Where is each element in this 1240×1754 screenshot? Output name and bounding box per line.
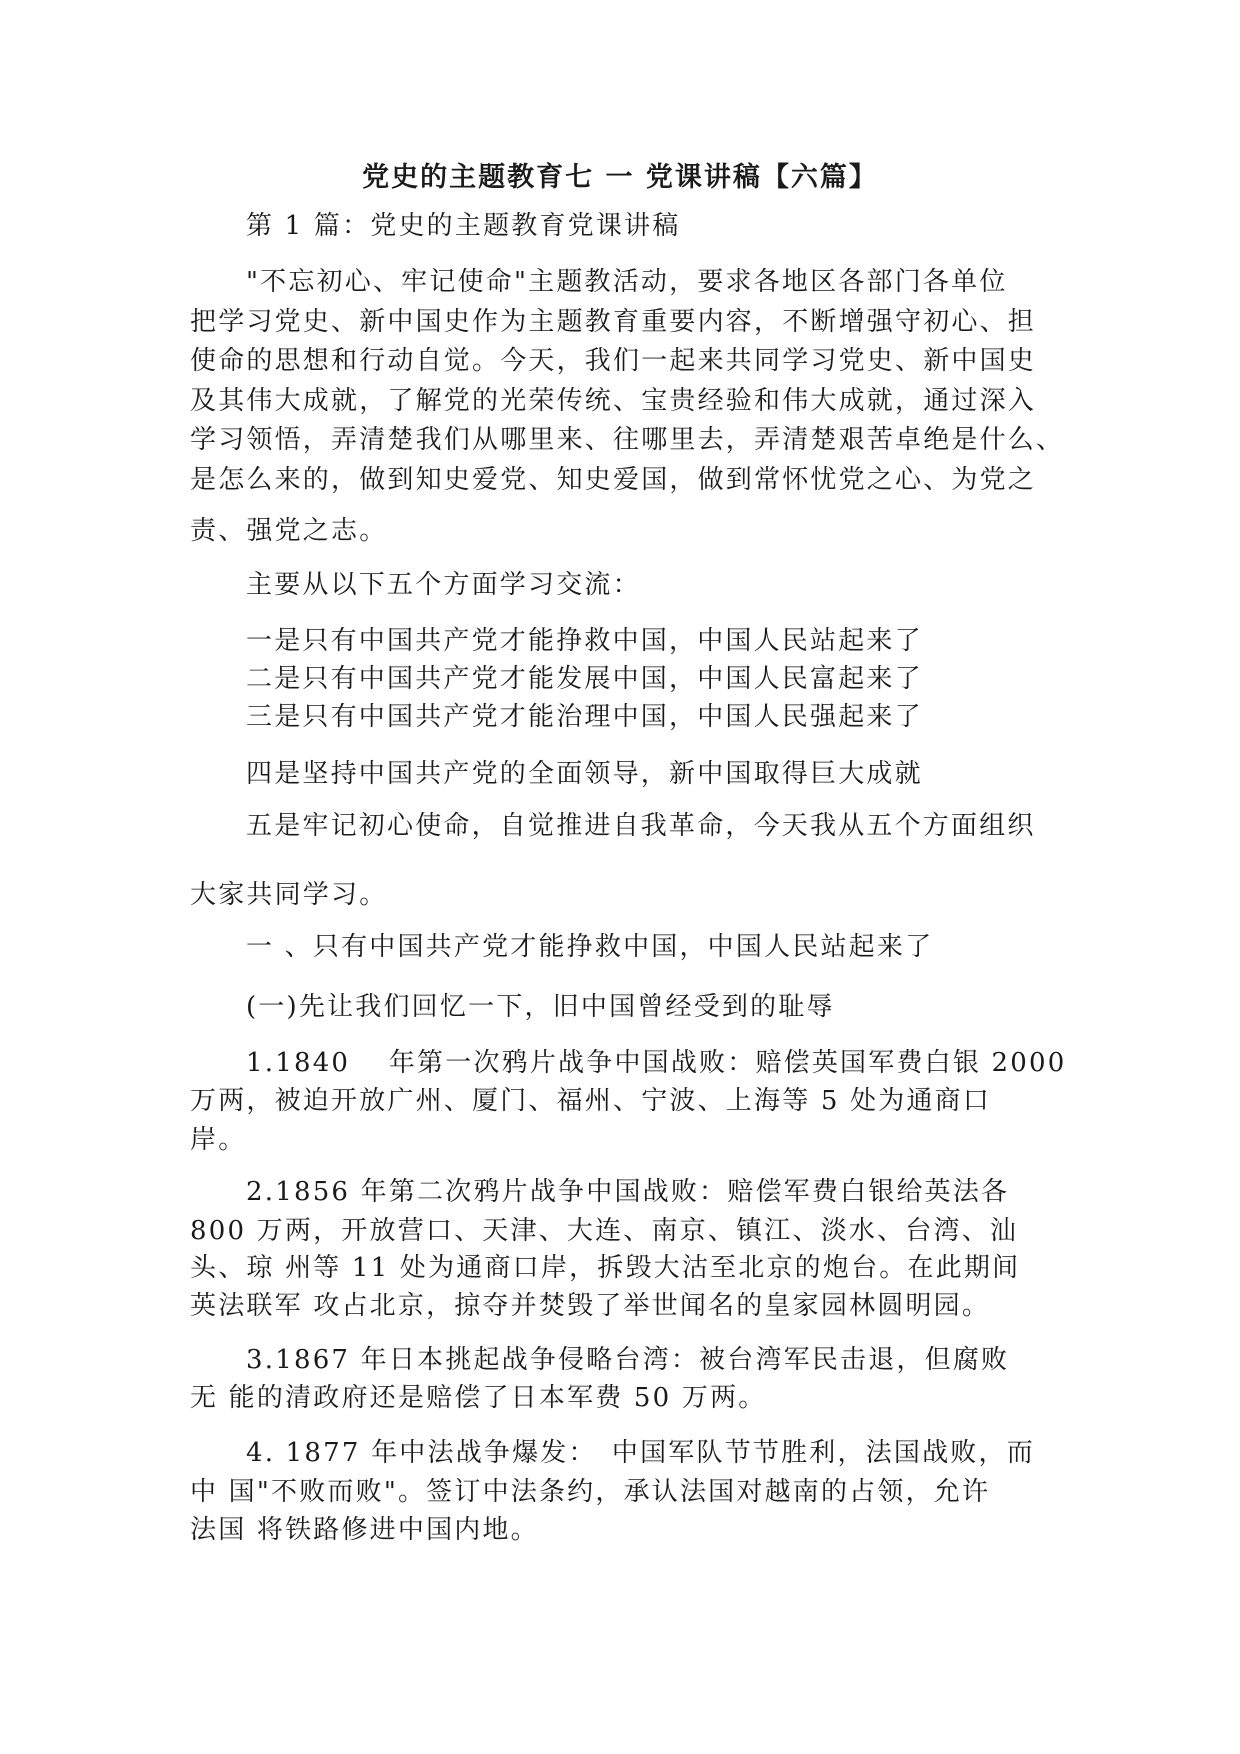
list-item: 四是坚持中国共产党的全面领导，新中国取得巨大成就 xyxy=(246,759,923,789)
paragraph-line: 把学习党史、新中国史作为主题教育重要内容，不断增强守初心、担 xyxy=(190,307,1037,337)
paragraph-line: 1.1840 年第一次鸦片战争中国战败：赔偿英国军费白银 2000 xyxy=(246,1048,1067,1078)
section-heading: 第 1 篇：党史的主题教育党课讲稿 xyxy=(246,211,681,241)
paragraph-line: 2.1856 年第二次鸦片战争中国战败：赔偿军费白银给英法各 xyxy=(246,1177,1010,1207)
section-heading: 一 、只有中国共产党才能挣救中国，中国人民站起来了 xyxy=(246,932,934,962)
paragraph-line: 4. 1877 年中法战争爆发： 中国军队节节胜利，法国战败，而 xyxy=(246,1438,1035,1468)
document-title: 党史的主题教育七 一 党课讲稿【六篇】 xyxy=(362,162,878,193)
list-item: 五是牢记初心使命，自觉推进自我革命，今天我从五个方面组织 xyxy=(246,811,1036,841)
paragraph-line: 是怎么来的，做到知史爱党、知史爱国，做到常怀忧党之心、为党之 xyxy=(190,465,1037,495)
paragraph-line: 主要从以下五个方面学习交流： xyxy=(246,570,641,600)
paragraph-line: 法国 将铁路修进中国内地。 xyxy=(190,1515,539,1545)
paragraph-line: 学习领悟，弄清楚我们从哪里来、往哪里去，弄清楚艰苦卓绝是什么、 xyxy=(190,425,1065,455)
paragraph-line: 头、琼 州等 11 处为通商口岸，拆毁大沽至北京的炮台。在此期间 xyxy=(190,1253,1021,1283)
paragraph-line: 800 万两，开放营口、天津、大连、南京、镇江、淡水、台湾、汕 xyxy=(190,1216,1019,1246)
paragraph-line: 无 能的清政府还是赔偿了日本军费 50 万两。 xyxy=(190,1383,767,1413)
paragraph-line: "不忘初心、牢记使命"主题教活动，要求各地区各部门各单位 xyxy=(246,267,1008,297)
paragraph-line: 岸。 xyxy=(190,1125,247,1155)
paragraph-line: 及其伟大成就，了解党的光荣传统、宝贵经验和伟大成就，通过深入 xyxy=(190,386,1037,416)
subsection-heading: (一)先让我们回忆一下，旧中国曾经受到的耻辱 xyxy=(246,992,835,1022)
list-item: 二是只有中国共产党才能发展中国，中国人民富起来了 xyxy=(246,664,923,694)
paragraph-line: 英法联军 攻占北京，掠夺并焚毁了举世闻名的皇家园林圆明园。 xyxy=(190,1291,991,1321)
list-item: 一是只有中国共产党才能挣救中国，中国人民站起来了 xyxy=(246,626,923,656)
paragraph-line: 使命的思想和行动自觉。今天，我们一起来共同学习党史、新中国史 xyxy=(190,346,1037,376)
paragraph-line: 中 国"不败而败"。签订中法条约，承认法国对越南的占领，允许 xyxy=(190,1477,991,1507)
list-item: 三是只有中国共产党才能治理中国，中国人民强起来了 xyxy=(246,702,923,732)
paragraph-line: 万两，被迫开放广州、厦门、福州、宁波、上海等 5 处为通商口 xyxy=(190,1086,992,1116)
paragraph-line: 大家共同学习。 xyxy=(190,880,388,910)
paragraph-line: 责、强党之志。 xyxy=(190,516,388,546)
paragraph-line: 3.1867 年日本挑起战争侵略台湾：被台湾军民击退，但腐败 xyxy=(246,1345,1010,1375)
